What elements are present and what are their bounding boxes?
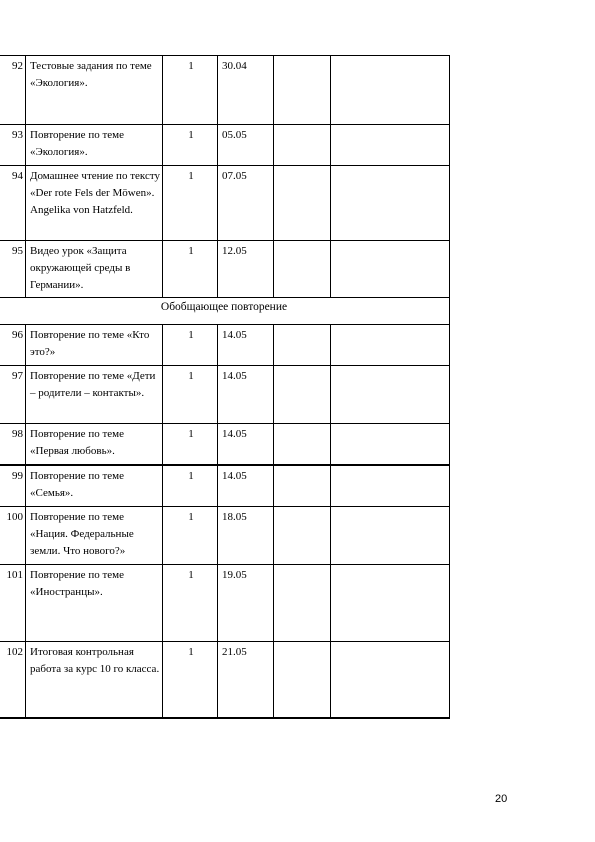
lesson-fact-date	[274, 366, 331, 424]
lesson-note	[331, 56, 450, 125]
lesson-fact-date	[274, 56, 331, 125]
lesson-fact-date	[274, 125, 331, 166]
lesson-note	[331, 325, 450, 366]
table-row	[0, 325, 450, 366]
lesson-topic: Повторение по теме «Семья».	[26, 465, 163, 507]
lesson-topic: Видео урок «Защита окружающей среды в Германии».	[26, 241, 163, 298]
lesson-fact-date	[274, 565, 331, 642]
lesson-fact-date	[274, 642, 331, 718]
lesson-note	[331, 565, 450, 642]
lesson-hours: 1	[163, 125, 218, 166]
section-title: Обобщающее повторение	[0, 298, 450, 325]
lesson-number-cell	[0, 465, 26, 507]
lesson-note	[331, 366, 450, 424]
lesson-date: 07.05	[218, 166, 274, 241]
lesson-date: 14.05	[218, 465, 274, 507]
lesson-number: 102	[6, 646, 23, 658]
table-row	[0, 642, 450, 718]
lesson-hours: 1	[163, 565, 218, 642]
lesson-number-cell	[0, 366, 26, 424]
lesson-topic: Повторение по теме «Иностранцы».	[26, 565, 163, 642]
lesson-number: 99	[12, 469, 23, 482]
lesson-date: 05.05	[218, 125, 274, 166]
lesson-date: 21.05	[218, 642, 274, 718]
lesson-note	[331, 507, 450, 565]
lesson-date: 14.05	[218, 325, 274, 366]
lesson-number-cell	[0, 241, 26, 298]
lesson-number: 97	[12, 370, 23, 382]
lesson-note	[331, 424, 450, 465]
lesson-number-cell	[0, 424, 26, 465]
table-row	[0, 56, 450, 125]
table-row	[0, 241, 450, 298]
lesson-number: 101	[6, 569, 23, 581]
lesson-topic: Итоговая контрольная работа за курс 10 го класса.	[26, 642, 163, 718]
lesson-note	[331, 642, 450, 718]
lesson-topic: Повторение по теме «Кто это?»	[26, 325, 163, 366]
lesson-hours: 1	[163, 166, 218, 241]
lesson-number: 93	[12, 129, 23, 141]
table-row	[0, 366, 450, 424]
lesson-topic: Повторение по теме «Первая любовь».	[26, 424, 163, 465]
lesson-number: 95	[12, 245, 23, 257]
lesson-topic: Повторение по теме «Дети – родители – контакты».	[26, 366, 163, 424]
lesson-date: 30.04	[218, 56, 274, 125]
lesson-topic: Повторение по теме «Экология».	[26, 125, 163, 166]
lesson-hours: 1	[163, 642, 218, 718]
lesson-topic: Тестовые задания по теме «Экология».	[26, 56, 163, 125]
lesson-note	[331, 465, 450, 507]
lesson-hours: 1	[163, 507, 218, 565]
lesson-number: 98	[12, 428, 23, 440]
lesson-hours: 1	[163, 56, 218, 125]
table-row	[0, 166, 450, 241]
table-row	[0, 465, 450, 507]
lesson-date: 14.05	[218, 366, 274, 424]
lesson-fact-date	[274, 465, 331, 507]
lesson-note	[331, 166, 450, 241]
lesson-topic: Домашнее чтение по тексту «Der rote Fels der Möwen». Angelika von Hatzfeld.	[26, 166, 163, 241]
lesson-fact-date	[274, 241, 331, 298]
lesson-number-cell	[0, 565, 26, 642]
lesson-note	[331, 125, 450, 166]
lesson-note	[331, 241, 450, 298]
lesson-hours: 1	[163, 241, 218, 298]
lesson-number-cell	[0, 56, 26, 125]
lesson-date: 19.05	[218, 565, 274, 642]
lesson-date: 12.05	[218, 241, 274, 298]
lesson-fact-date	[274, 424, 331, 465]
table-row	[0, 507, 450, 565]
lesson-date: 18.05	[218, 507, 274, 565]
table-row	[0, 424, 450, 465]
lesson-number: 100	[6, 511, 23, 523]
lesson-hours: 1	[163, 366, 218, 424]
lesson-number-cell	[0, 507, 26, 565]
page-number: 20	[495, 793, 508, 805]
lesson-topic: Повторение по теме «Нация. Федеральные земли. Что нового?»	[26, 507, 163, 565]
lesson-number-cell	[0, 642, 26, 718]
lesson-date: 14.05	[218, 424, 274, 465]
lesson-fact-date	[274, 166, 331, 241]
lesson-hours: 1	[163, 465, 218, 507]
lesson-number-cell	[0, 125, 26, 166]
lesson-hours: 1	[163, 325, 218, 366]
lesson-number-cell	[0, 325, 26, 366]
lesson-number: 96	[12, 329, 23, 341]
lesson-plan-table	[0, 55, 450, 719]
table-row	[0, 565, 450, 642]
section-row	[0, 298, 450, 325]
lesson-number: 94	[12, 170, 23, 182]
lesson-hours: 1	[163, 424, 218, 465]
lesson-fact-date	[274, 507, 331, 565]
lesson-number: 92	[12, 60, 23, 72]
lesson-fact-date	[274, 325, 331, 366]
lesson-number-cell	[0, 166, 26, 241]
table-row	[0, 125, 450, 166]
